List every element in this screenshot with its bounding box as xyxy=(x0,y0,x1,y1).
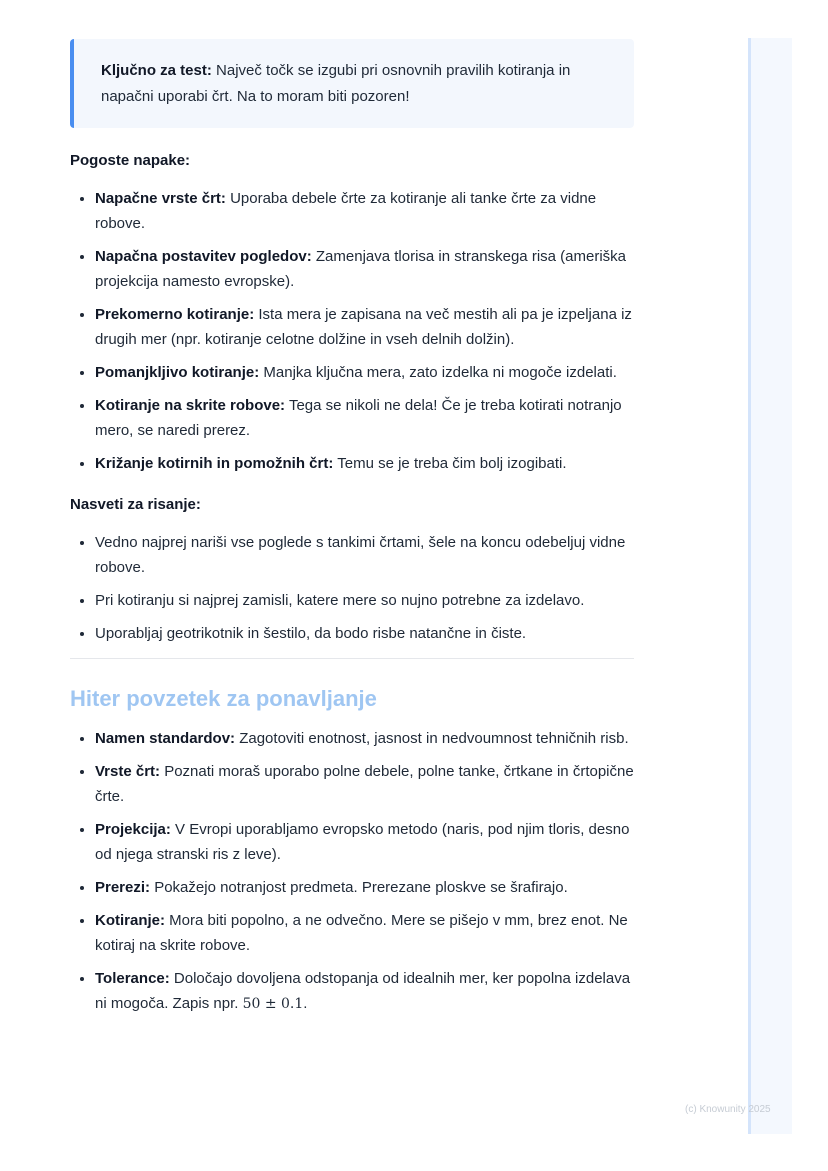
item-term: Namen standardov: xyxy=(95,730,236,747)
item-text: Manjka ključna mera, zato izdelka ni mogoče izdelati. xyxy=(259,364,617,381)
section-divider xyxy=(70,658,634,659)
common-mistakes-heading: Pogoste napake: xyxy=(70,152,191,169)
list-item: • Uporabljaj geotrikotnik in šestilo, da bodo risbe natančne in čiste. xyxy=(95,621,634,646)
item-term: Pomanjkljivo kotiranje: xyxy=(95,364,260,381)
item-text: Mora biti popolno, a ne odvečno. Mere se pišejo v mm, brez enot. Ne kotiraj na skrite robove. xyxy=(95,912,628,954)
item-term: Napačna postavitev pogledov: xyxy=(95,248,312,265)
list-item xyxy=(95,393,634,443)
item-term: Projekcija: xyxy=(95,821,171,838)
item-term: Napačne vrste črt: xyxy=(95,190,226,207)
item-term: Kotiranje: xyxy=(95,912,166,929)
summary-list xyxy=(70,726,634,1017)
callout-label: Ključno za test: xyxy=(101,62,212,79)
item-term: Prerezi: xyxy=(95,879,151,896)
item-text: Zamenjava tlorisa in stranskega risa (ameriška projekcija namesto evropske). xyxy=(95,248,627,290)
tolerance-formula: 50 ± 0.1 xyxy=(242,996,304,1012)
item-text: Pokažejo notranjost predmeta. Prerezane ploskve se šrafirajo. xyxy=(150,879,568,896)
item-term: Križanje kotirnih in pomožnih črt: xyxy=(95,455,334,472)
item-text: Tega se nikoli ne dela! Če je treba kotirati notranjo mero, se naredi prerez. xyxy=(95,397,622,439)
item-term: Prekomerno kotiranje: xyxy=(95,306,255,323)
page-content xyxy=(70,39,634,1025)
item-term: Tolerance: xyxy=(95,970,170,987)
right-sidebar xyxy=(748,38,792,1134)
summary-heading: Hiter povzetek za ponavljanje xyxy=(70,686,377,711)
item-text: Temu se je treba čim bolj izogibati. xyxy=(333,455,567,472)
list-item xyxy=(95,244,634,294)
list-item: • Pri kotiranju si najprej zamisli, katere mere so nujno potrebne za izdelavo. xyxy=(95,588,634,613)
item-text: Uporaba debele črte za kotiranje ali tanke črte za vidne robove. xyxy=(95,190,597,232)
item-text: Poznati moraš uporabo polne debele, polne tanke, črtkane in črtopične črte. xyxy=(95,763,634,805)
drawing-tips-heading: Nasveti za risanje: xyxy=(70,496,201,513)
key-callout xyxy=(70,39,634,128)
item-text: V Evropi uporabljamo evropsko metodo (naris, pod njim tloris, desno od njega stranski ris z leve). xyxy=(95,821,630,863)
copyright-footer: (c) Knowunity 2025 xyxy=(685,1104,771,1115)
list-item xyxy=(95,360,634,385)
list-item: • Vedno najprej nariši vse poglede s tankimi črtami, šele na koncu odebeljuj vidne robove. xyxy=(95,530,634,580)
item-text-end: . xyxy=(303,995,308,1012)
list-item xyxy=(95,966,634,1017)
list-item xyxy=(95,302,634,352)
list-item xyxy=(95,908,634,958)
common-mistakes-list xyxy=(70,186,634,476)
drawing-tips-list xyxy=(70,530,634,646)
list-item xyxy=(95,726,634,751)
item-text: Ista mera je zapisana na več mestih ali pa je izpeljana iz drugih mer (npr. kotiranje celotne dolžine in vseh delnih dolžin). xyxy=(95,306,632,348)
item-text: Določajo dovoljena odstopanja od idealnih mer, ker popolna izdelava ni mogoča. Zapis npr. xyxy=(95,970,631,1012)
list-item xyxy=(95,186,634,236)
item-term: Kotiranje na skrite robove: xyxy=(95,397,286,414)
item-term: Vrste črt: xyxy=(95,763,161,780)
list-item xyxy=(95,817,634,867)
list-item xyxy=(95,759,634,809)
callout-text: Največ točk se izgubi pri osnovnih pravilih kotiranja in napačni uporabi črt. Na to moram biti pozoren! xyxy=(101,62,571,105)
item-text: Zagotoviti enotnost, jasnost in nedvoumnost tehničnih risb. xyxy=(235,730,629,747)
list-item xyxy=(95,451,634,476)
list-item xyxy=(95,875,634,900)
